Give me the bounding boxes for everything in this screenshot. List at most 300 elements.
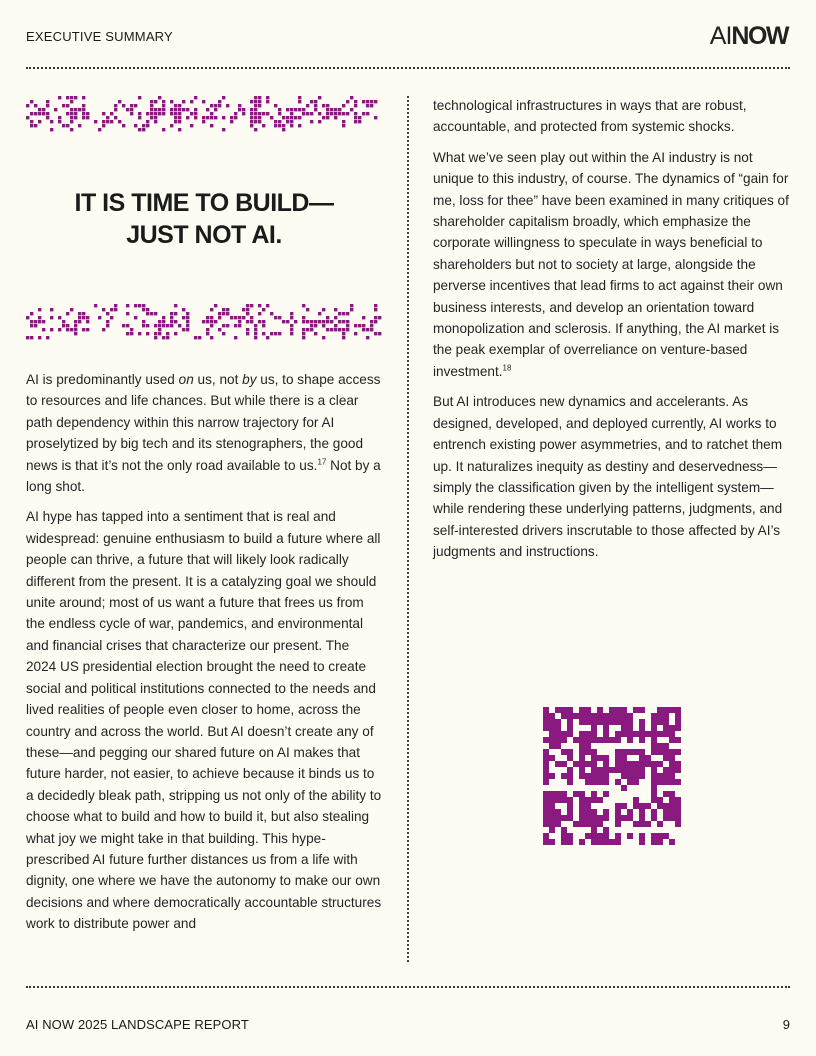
text-run: us, to shape access to resources and life chances. But while there is a clear path dependency within this narrow trajectory for AI proselytized by big tech and its stenographers, the good news is that it’s not the only road available to us.: [26, 372, 381, 473]
pixel-cell: [226, 308, 229, 311]
pixel-cell: [342, 104, 345, 107]
headline-line-1: IT IS TIME TO BUILD—: [74, 189, 334, 217]
pixel-cell: [78, 316, 81, 319]
pixel-cell: [555, 761, 561, 767]
pixel-cell: [591, 761, 597, 767]
pixel-cell: [30, 112, 33, 115]
pixel-cell: [573, 791, 579, 797]
pixel-cell: [274, 120, 277, 123]
pixel-cell: [110, 308, 113, 311]
pixel-cell: [567, 749, 573, 755]
pixel-cell: [314, 332, 317, 335]
pixel-cell: [278, 316, 281, 319]
pixel-cell: [603, 833, 609, 839]
pixel-pattern-block: [543, 707, 681, 845]
pixel-cell: [657, 707, 663, 713]
pixel-cell: [579, 767, 585, 773]
pixel-cell: [354, 112, 357, 115]
pixel-cell: [621, 725, 627, 731]
pixel-cell: [122, 324, 125, 327]
pixel-cell: [290, 328, 293, 331]
pixel-cell: [170, 316, 173, 319]
pixel-cell: [314, 104, 317, 107]
report-title: AI NOW 2025 LANDSCAPE REPORT: [26, 1017, 249, 1032]
pixel-cell: [30, 336, 33, 339]
pixel-cell: [26, 316, 29, 319]
pixel-cell: [342, 328, 345, 331]
pixel-cell: [543, 839, 549, 845]
pixel-cell: [258, 112, 261, 115]
pixel-cell: [330, 112, 333, 115]
pixel-cell: [342, 312, 345, 315]
pixel-cell: [567, 773, 573, 779]
pixel-cell: [549, 743, 555, 749]
footnote-ref-17[interactable]: 17: [317, 457, 327, 467]
footnote-ref-18[interactable]: 18: [502, 363, 512, 373]
text-run: Not by a long shot.: [26, 457, 381, 495]
pixel-cell: [174, 104, 177, 107]
pixel-cell: [226, 324, 229, 327]
pixel-cell: [663, 713, 669, 719]
pixel-cell: [334, 308, 337, 311]
pixel-cell: [591, 755, 597, 761]
pixel-cell: [214, 304, 217, 307]
pixel-cell: [639, 833, 645, 839]
pixel-cell: [645, 731, 651, 737]
pixel-cell: [150, 104, 153, 107]
pixel-cell: [627, 737, 633, 743]
pixel-cell: [645, 755, 651, 761]
pixel-cell: [318, 112, 321, 115]
pixel-cell: [62, 324, 65, 327]
pixel-cell: [210, 336, 213, 339]
pixel-cell: [549, 737, 555, 743]
pixel-cell: [82, 316, 85, 319]
pixel-cell: [210, 116, 213, 119]
pixel-cell: [58, 120, 61, 123]
pixel-cell: [102, 308, 105, 311]
pixel-cell: [555, 791, 561, 797]
pixel-cell: [166, 336, 169, 339]
pixel-cell: [70, 100, 73, 103]
pixel-cell: [346, 112, 349, 115]
pixel-cell: [615, 803, 621, 809]
pixel-cell: [675, 761, 681, 767]
pixel-cell: [579, 815, 585, 821]
pixel-cell: [254, 96, 257, 99]
pixel-cell: [669, 809, 675, 815]
pixel-cell: [603, 755, 609, 761]
pixel-cell: [663, 725, 669, 731]
pixel-cell: [555, 725, 561, 731]
pixel-cell: [675, 749, 681, 755]
pixel-cell: [597, 821, 603, 827]
pixel-cell: [290, 312, 293, 315]
pixel-cell: [651, 791, 657, 797]
pixel-cell: [675, 803, 681, 809]
pixel-cell: [286, 116, 289, 119]
pixel-cell: [254, 328, 257, 331]
pixel-cell: [230, 116, 233, 119]
pixel-cell: [162, 108, 165, 111]
pixel-cell: [621, 767, 627, 773]
pixel-cell: [633, 749, 639, 755]
pixel-cell: [222, 128, 225, 131]
pixel-cell: [669, 731, 675, 737]
pixel-cell: [669, 755, 675, 761]
pixel-cell: [561, 773, 567, 779]
pixel-cell: [549, 791, 555, 797]
pixel-cell: [110, 316, 113, 319]
pixel-cell: [579, 755, 585, 761]
pixel-cell: [54, 108, 57, 111]
pixel-cell: [102, 112, 105, 115]
pixel-cell: [134, 316, 137, 319]
pixel-cell: [126, 312, 129, 315]
pixel-cell: [615, 749, 621, 755]
pixel-cell: [302, 332, 305, 335]
pixel-cell: [366, 112, 369, 115]
pixel-cell: [549, 773, 555, 779]
pixel-cell: [298, 124, 301, 127]
pixel-cell: [573, 713, 579, 719]
pixel-cell: [639, 821, 645, 827]
pixel-cell: [322, 336, 325, 339]
pixel-cell: [170, 124, 173, 127]
pixel-cell: [603, 767, 609, 773]
pixel-cell: [246, 304, 249, 307]
pixel-cell: [561, 827, 567, 833]
pixel-cell: [543, 767, 549, 773]
pixel-cell: [290, 124, 293, 127]
pixel-cell: [657, 779, 663, 785]
pixel-cell: [549, 797, 555, 803]
pixel-cell: [290, 112, 293, 115]
pixel-cell: [657, 839, 663, 845]
pixel-cell: [585, 815, 591, 821]
pixel-cell: [549, 827, 555, 833]
pixel-cell: [262, 308, 265, 311]
pixel-cell: [615, 821, 621, 827]
pixel-cell: [250, 124, 253, 127]
pixel-cell: [354, 104, 357, 107]
pixel-cell: [675, 809, 681, 815]
text-run: AI is predominantly used: [26, 372, 179, 387]
pixel-cell: [555, 719, 561, 725]
pixel-cell: [573, 737, 579, 743]
pixel-cell: [615, 761, 621, 767]
pixel-cell: [58, 316, 61, 319]
pixel-cell: [621, 707, 627, 713]
pixel-cell: [567, 719, 573, 725]
pixel-cell: [282, 124, 285, 127]
pixel-cell: [298, 108, 301, 111]
paragraph-dynamics: But AI introduces new dynamics and accelerants. As designed, developed, and deployed currently, AI works to entrench existing power asymmetries, and to ratchet them up. It naturalizes inequity as destiny and deservedness—simply the classification given by the intelligent system—while rendering these underlying patterns, judgments, and self-interested drivers inscrutable to those affected by AI’s judgments and instructions.: [433, 394, 783, 560]
pixel-cell: [543, 737, 549, 743]
pixel-cell: [567, 707, 573, 713]
pixel-cell: [106, 116, 109, 119]
pixel-cell: [555, 797, 561, 803]
pixel-cell: [561, 713, 567, 719]
pixel-cell: [262, 124, 265, 127]
pixel-cell: [651, 839, 657, 845]
pixel-cell: [150, 100, 153, 103]
pixel-cell: [242, 316, 245, 319]
pixel-cell: [210, 124, 213, 127]
pixel-cell: [186, 328, 189, 331]
pixel-cell: [162, 336, 165, 339]
pixel-cell: [603, 809, 609, 815]
pixel-cell: [334, 324, 337, 327]
pixel-cell: [258, 100, 261, 103]
pixel-cell: [74, 116, 77, 119]
pixel-cell: [46, 336, 49, 339]
pixel-cell: [66, 324, 69, 327]
pixel-cell: [639, 731, 645, 737]
pixel-cell: [234, 116, 237, 119]
pixel-cell: [262, 112, 265, 115]
pixel-cell: [675, 725, 681, 731]
pixel-cell: [122, 124, 125, 127]
pixel-cell: [318, 96, 321, 99]
pixel-cell: [270, 116, 273, 119]
pixel-cell: [222, 308, 225, 311]
pixel-cell: [354, 100, 357, 103]
pixel-cell: [597, 833, 603, 839]
pixel-cell: [639, 725, 645, 731]
pixel-cell: [310, 328, 313, 331]
pixel-cell: [162, 324, 165, 327]
pixel-cell: [663, 707, 669, 713]
pixel-cell: [350, 308, 353, 311]
pixel-cell: [202, 116, 205, 119]
pixel-cell: [543, 755, 549, 761]
pixel-cell: [282, 116, 285, 119]
pixel-cell: [669, 797, 675, 803]
pixel-cell: [186, 312, 189, 315]
pixel-cell: [362, 324, 365, 327]
pixel-cell: [50, 328, 53, 331]
pixel-cell: [651, 833, 657, 839]
pixel-cell: [194, 112, 197, 115]
pixel-cell: [170, 108, 173, 111]
pixel-cell: [543, 773, 549, 779]
pixel-cell: [210, 308, 213, 311]
pixel-cell: [362, 316, 365, 319]
pixel-cell: [543, 761, 549, 767]
pixel-cell: [238, 108, 241, 111]
pixel-cell: [246, 320, 249, 323]
pixel-cell: [174, 112, 177, 115]
pixel-cell: [170, 320, 173, 323]
pixel-cell: [585, 743, 591, 749]
pixel-cell: [334, 328, 337, 331]
pixel-cell: [366, 104, 369, 107]
pixel-cell: [326, 316, 329, 319]
pixel-cell: [82, 116, 85, 119]
pixel-cell: [651, 785, 657, 791]
pixel-cell: [146, 324, 149, 327]
pixel-cell: [342, 332, 345, 335]
pixel-cell: [585, 719, 591, 725]
pixel-cell: [639, 749, 645, 755]
pixel-cell: [38, 308, 41, 311]
pixel-cell: [346, 320, 349, 323]
pixel-cell: [663, 803, 669, 809]
pixel-cell: [234, 324, 237, 327]
pixel-cell: [86, 328, 89, 331]
pixel-cell: [609, 839, 615, 845]
pixel-cell: [162, 100, 165, 103]
pixel-cell: [657, 731, 663, 737]
pixel-cell: [633, 707, 639, 713]
pixel-cell: [567, 713, 573, 719]
pixel-cell: [242, 112, 245, 115]
pixel-cell: [234, 112, 237, 115]
pixel-cell: [174, 320, 177, 323]
pixel-cell: [118, 100, 121, 103]
pixel-cell: [603, 713, 609, 719]
pixel-cell: [579, 797, 585, 803]
pixel-cell: [46, 100, 49, 103]
pixel-cell: [38, 120, 41, 123]
pixel-cell: [346, 100, 349, 103]
pixel-cell: [106, 120, 109, 123]
pixel-cell: [114, 308, 117, 311]
pixel-cell: [555, 743, 561, 749]
pixel-cell: [66, 104, 69, 107]
pixel-cell: [158, 108, 161, 111]
pixel-cell: [174, 108, 177, 111]
pixel-cell: [621, 749, 627, 755]
pixel-cell: [234, 316, 237, 319]
pixel-cell: [362, 100, 365, 103]
pixel-cell: [186, 324, 189, 327]
pixel-cell: [70, 120, 73, 123]
pixel-cell: [358, 120, 361, 123]
pixel-cell: [639, 755, 645, 761]
pixel-cell: [298, 100, 301, 103]
pixel-cell: [34, 324, 37, 327]
pixel-cell: [633, 761, 639, 767]
pixel-cell: [306, 112, 309, 115]
paragraph-continued: technological infrastructures in ways that are robust, accountable, and protected from systemic shocks.: [433, 98, 747, 135]
pixel-cell: [218, 328, 221, 331]
pixel-cell: [651, 761, 657, 767]
pixel-cell: [66, 328, 69, 331]
pixel-cell: [591, 719, 597, 725]
pixel-cell: [30, 100, 33, 103]
pixel-cell: [651, 779, 657, 785]
pixel-cell: [258, 312, 261, 315]
pixel-cell: [567, 833, 573, 839]
pixel-cell: [651, 773, 657, 779]
pixel-cell: [50, 308, 53, 311]
pixel-cell: [591, 833, 597, 839]
pixel-cell: [603, 719, 609, 725]
pixel-cell: [126, 324, 129, 327]
pixel-cell: [567, 731, 573, 737]
pixel-cell: [561, 749, 567, 755]
pixel-cell: [561, 833, 567, 839]
pixel-cell: [82, 328, 85, 331]
pixel-cell: [162, 320, 165, 323]
pixel-cell: [78, 320, 81, 323]
pixel-cell: [206, 116, 209, 119]
pixel-cell: [214, 116, 217, 119]
pixel-cell: [639, 761, 645, 767]
pixel-cell: [142, 324, 145, 327]
column-divider: [407, 96, 409, 962]
pixel-cell: [663, 779, 669, 785]
pixel-cell: [182, 316, 185, 319]
pixel-cell: [30, 320, 33, 323]
pixel-cell: [555, 809, 561, 815]
pixel-cell: [142, 128, 145, 131]
pixel-cell: [326, 112, 329, 115]
pixel-cell: [597, 767, 603, 773]
pixel-cell: [250, 120, 253, 123]
pixel-cell: [270, 312, 273, 315]
pixel-cell: [226, 104, 229, 107]
pixel-cell: [603, 815, 609, 821]
pixel-cell: [254, 104, 257, 107]
pixel-cell: [639, 773, 645, 779]
pixel-cell: [585, 803, 591, 809]
pixel-cell: [218, 312, 221, 315]
pixel-cell: [549, 713, 555, 719]
pixel-cell: [597, 797, 603, 803]
pixel-cell: [543, 809, 549, 815]
pixel-cell: [182, 328, 185, 331]
pixel-cell: [585, 713, 591, 719]
pixel-cell: [302, 336, 305, 339]
pixel-cell: [591, 731, 597, 737]
pixel-cell: [615, 809, 621, 815]
pixel-cell: [549, 803, 555, 809]
pixel-cell: [30, 124, 33, 127]
pixel-cell: [194, 96, 197, 99]
pixel-cell: [206, 328, 209, 331]
pixel-cell: [669, 737, 675, 743]
pixel-cell: [230, 120, 233, 123]
pixel-cell: [621, 773, 627, 779]
pixel-cell: [186, 116, 189, 119]
pixel-cell: [150, 312, 153, 315]
pixel-cell: [675, 767, 681, 773]
pixel-cell: [238, 104, 241, 107]
pixel-cell: [70, 96, 73, 99]
pixel-cell: [26, 104, 29, 107]
pixel-cell: [82, 108, 85, 111]
pixel-cell: [639, 839, 645, 845]
pixel-cell: [310, 324, 313, 327]
pixel-cell: [615, 731, 621, 737]
pixel-cell: [162, 128, 165, 131]
pixel-cell: [378, 316, 381, 319]
pixel-cell: [38, 336, 41, 339]
pixel-cell: [579, 821, 585, 827]
pixel-cell: [591, 809, 597, 815]
pixel-cell: [585, 833, 591, 839]
pixel-cell: [302, 320, 305, 323]
pixel-cell: [58, 328, 61, 331]
pixel-cell: [366, 100, 369, 103]
pixel-cell: [326, 108, 329, 111]
pixel-cell: [591, 779, 597, 785]
pixel-cell: [657, 773, 663, 779]
pixel-cell: [318, 312, 321, 315]
